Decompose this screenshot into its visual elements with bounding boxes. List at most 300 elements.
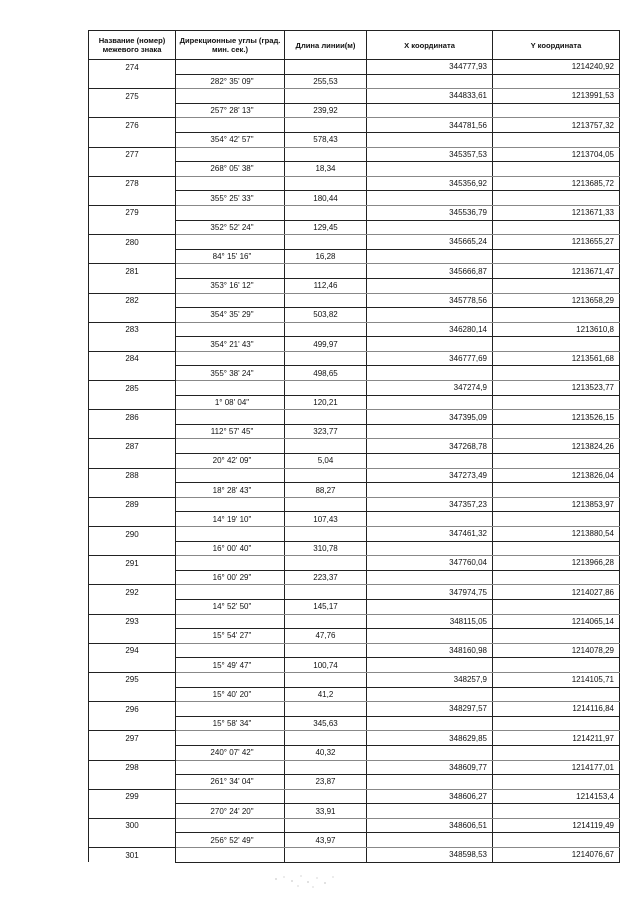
empty-cell [176, 89, 285, 104]
empty-cell [367, 512, 493, 527]
marker-name-cell: 299 [89, 789, 176, 804]
empty-cell [493, 512, 620, 527]
point-row [89, 235, 620, 250]
marker-name-cell: 301 [89, 848, 176, 863]
point-row [89, 731, 620, 746]
line-length-cell: 180,44 [285, 191, 367, 206]
segment-row [89, 454, 620, 469]
empty-cell [176, 205, 285, 220]
empty-cell [89, 833, 176, 848]
empty-cell [367, 162, 493, 177]
empty-cell [285, 264, 367, 279]
marker-name-cell: 297 [89, 731, 176, 746]
y-coordinate-cell: 1213523,77 [493, 381, 620, 396]
x-coordinate-cell: 347274,9 [367, 381, 493, 396]
point-row [89, 205, 620, 220]
empty-cell [89, 103, 176, 118]
line-length-cell: 323,77 [285, 424, 367, 439]
y-coordinate-cell: 1213610,8 [493, 322, 620, 337]
marker-name-cell: 294 [89, 643, 176, 658]
empty-cell [493, 716, 620, 731]
direction-angle-cell: 282° 35' 09" [176, 74, 285, 89]
empty-cell [89, 745, 176, 760]
empty-cell [89, 775, 176, 790]
point-row [89, 527, 620, 542]
x-coordinate-cell: 348606,51 [367, 818, 493, 833]
segment-row [89, 512, 620, 527]
empty-cell [367, 249, 493, 264]
direction-angle-cell: 268° 05' 38" [176, 162, 285, 177]
line-length-cell: 107,43 [285, 512, 367, 527]
y-coordinate-cell: 1214076,67 [493, 848, 620, 863]
segment-row [89, 745, 620, 760]
marker-name-cell: 277 [89, 147, 176, 162]
segment-row [89, 424, 620, 439]
empty-cell [285, 410, 367, 425]
empty-cell [176, 497, 285, 512]
segment-row [89, 337, 620, 352]
y-coordinate-cell: 1214105,71 [493, 672, 620, 687]
empty-cell [89, 424, 176, 439]
point-row [89, 760, 620, 775]
segment-row [89, 570, 620, 585]
y-coordinate-cell: 1213671,47 [493, 264, 620, 279]
direction-angle-cell: 15° 58' 34" [176, 716, 285, 731]
line-length-cell: 18,34 [285, 162, 367, 177]
empty-cell [89, 74, 176, 89]
empty-cell [285, 147, 367, 162]
marker-name-cell: 274 [89, 60, 176, 75]
line-length-cell: 310,78 [285, 541, 367, 556]
empty-cell [285, 89, 367, 104]
empty-cell [285, 527, 367, 542]
empty-cell [176, 702, 285, 717]
x-coordinate-cell: 347273,49 [367, 468, 493, 483]
empty-cell [367, 833, 493, 848]
empty-cell [176, 439, 285, 454]
table-header-row [89, 31, 620, 60]
y-coordinate-cell: 1213757,32 [493, 118, 620, 133]
direction-angle-cell: 20° 42' 09" [176, 454, 285, 469]
marker-name-cell: 298 [89, 760, 176, 775]
marker-name-cell: 283 [89, 322, 176, 337]
empty-cell [285, 731, 367, 746]
empty-cell [493, 278, 620, 293]
empty-cell [285, 60, 367, 75]
point-row [89, 672, 620, 687]
line-length-cell: 43,97 [285, 833, 367, 848]
empty-cell [285, 176, 367, 191]
header-marker-name: Название (номер) межевого знака [89, 31, 176, 60]
marker-name-cell: 293 [89, 614, 176, 629]
empty-cell [493, 74, 620, 89]
y-coordinate-cell: 1213561,68 [493, 351, 620, 366]
point-row [89, 264, 620, 279]
empty-cell [367, 220, 493, 235]
empty-cell [493, 745, 620, 760]
x-coordinate-cell: 345665,24 [367, 235, 493, 250]
empty-cell [493, 162, 620, 177]
empty-cell [367, 658, 493, 673]
empty-cell [89, 337, 176, 352]
x-coordinate-cell: 348115,05 [367, 614, 493, 629]
empty-cell [176, 176, 285, 191]
point-row [89, 60, 620, 75]
empty-cell [367, 775, 493, 790]
direction-angle-cell: 16° 00' 29" [176, 570, 285, 585]
empty-cell [285, 381, 367, 396]
empty-cell [89, 132, 176, 147]
empty-cell [176, 264, 285, 279]
direction-angle-cell: 18° 28' 43" [176, 483, 285, 498]
empty-cell [493, 658, 620, 673]
point-row [89, 147, 620, 162]
scan-noise-marks [270, 872, 340, 890]
empty-cell [176, 322, 285, 337]
marker-name-cell: 290 [89, 527, 176, 542]
line-length-cell: 120,21 [285, 395, 367, 410]
segment-row [89, 629, 620, 644]
empty-cell [493, 804, 620, 819]
empty-cell [493, 395, 620, 410]
direction-angle-cell: 355° 38' 24" [176, 366, 285, 381]
y-coordinate-cell: 1213704,05 [493, 147, 620, 162]
empty-cell [89, 162, 176, 177]
empty-cell [89, 454, 176, 469]
y-coordinate-cell: 1214153,4 [493, 789, 620, 804]
empty-cell [89, 599, 176, 614]
empty-cell [493, 775, 620, 790]
empty-cell [285, 497, 367, 512]
empty-cell [285, 672, 367, 687]
segment-row [89, 804, 620, 819]
line-length-cell: 47,76 [285, 629, 367, 644]
x-coordinate-cell: 347461,32 [367, 527, 493, 542]
point-row [89, 643, 620, 658]
x-coordinate-cell: 347974,75 [367, 585, 493, 600]
line-length-cell: 23,87 [285, 775, 367, 790]
segment-row [89, 775, 620, 790]
empty-cell [493, 132, 620, 147]
direction-angle-cell: 352° 52' 24" [176, 220, 285, 235]
empty-cell [493, 337, 620, 352]
empty-cell [176, 235, 285, 250]
empty-cell [89, 570, 176, 585]
empty-cell [89, 629, 176, 644]
point-row [89, 381, 620, 396]
x-coordinate-cell: 346777,69 [367, 351, 493, 366]
empty-cell [367, 541, 493, 556]
segment-row [89, 716, 620, 731]
point-row [89, 439, 620, 454]
empty-cell [367, 132, 493, 147]
direction-angle-cell: 84° 15' 16" [176, 249, 285, 264]
empty-cell [89, 249, 176, 264]
empty-cell [493, 483, 620, 498]
empty-cell [285, 614, 367, 629]
x-coordinate-cell: 348598,53 [367, 848, 493, 863]
empty-cell [89, 308, 176, 323]
segment-row [89, 541, 620, 556]
segment-row [89, 162, 620, 177]
empty-cell [89, 395, 176, 410]
x-coordinate-cell: 346280,14 [367, 322, 493, 337]
segment-row [89, 132, 620, 147]
x-coordinate-cell: 345666,87 [367, 264, 493, 279]
y-coordinate-cell: 1213853,97 [493, 497, 620, 512]
point-row [89, 614, 620, 629]
marker-name-cell: 276 [89, 118, 176, 133]
point-row [89, 293, 620, 308]
direction-angle-cell: 354° 42' 57" [176, 132, 285, 147]
line-length-cell: 100,74 [285, 658, 367, 673]
line-length-cell: 112,46 [285, 278, 367, 293]
x-coordinate-cell: 348606,27 [367, 789, 493, 804]
point-row [89, 702, 620, 717]
marker-name-cell: 275 [89, 89, 176, 104]
y-coordinate-cell: 1213655,27 [493, 235, 620, 250]
x-coordinate-cell: 348629,85 [367, 731, 493, 746]
empty-cell [285, 643, 367, 658]
empty-cell [285, 818, 367, 833]
empty-cell [493, 249, 620, 264]
empty-cell [176, 527, 285, 542]
line-length-cell: 503,82 [285, 308, 367, 323]
y-coordinate-cell: 1214078,29 [493, 643, 620, 658]
y-coordinate-cell: 1214177,01 [493, 760, 620, 775]
empty-cell [493, 308, 620, 323]
line-length-cell: 498,65 [285, 366, 367, 381]
empty-cell [176, 410, 285, 425]
y-coordinate-cell: 1213824,26 [493, 439, 620, 454]
x-coordinate-cell: 347357,23 [367, 497, 493, 512]
empty-cell [89, 658, 176, 673]
segment-row [89, 395, 620, 410]
empty-cell [176, 556, 285, 571]
empty-cell [367, 308, 493, 323]
marker-name-cell: 281 [89, 264, 176, 279]
empty-cell [89, 191, 176, 206]
empty-cell [176, 60, 285, 75]
empty-cell [493, 570, 620, 585]
empty-cell [285, 118, 367, 133]
point-row [89, 497, 620, 512]
empty-cell [367, 395, 493, 410]
marker-name-cell: 280 [89, 235, 176, 250]
line-length-cell: 5,04 [285, 454, 367, 469]
empty-cell [285, 439, 367, 454]
empty-cell [367, 191, 493, 206]
segment-row [89, 833, 620, 848]
empty-cell [367, 74, 493, 89]
empty-cell [176, 672, 285, 687]
direction-angle-cell: 14° 19' 10" [176, 512, 285, 527]
empty-cell [176, 760, 285, 775]
empty-cell [176, 147, 285, 162]
y-coordinate-cell: 1213880,54 [493, 527, 620, 542]
direction-angle-cell: 353° 16' 12" [176, 278, 285, 293]
direction-angle-cell: 15° 49' 47" [176, 658, 285, 673]
empty-cell [367, 424, 493, 439]
empty-cell [493, 424, 620, 439]
segment-row [89, 278, 620, 293]
y-coordinate-cell: 1214211,97 [493, 731, 620, 746]
line-length-cell: 16,28 [285, 249, 367, 264]
y-coordinate-cell: 1214027,86 [493, 585, 620, 600]
empty-cell [89, 366, 176, 381]
x-coordinate-cell: 347395,09 [367, 410, 493, 425]
x-coordinate-cell: 347268,78 [367, 439, 493, 454]
empty-cell [367, 278, 493, 293]
direction-angle-cell: 354° 21' 43" [176, 337, 285, 352]
empty-cell [176, 818, 285, 833]
empty-cell [367, 629, 493, 644]
header-line-length: Длина линии(м) [285, 31, 367, 60]
empty-cell [367, 804, 493, 819]
x-coordinate-cell: 345357,53 [367, 147, 493, 162]
empty-cell [493, 220, 620, 235]
line-length-cell: 499,97 [285, 337, 367, 352]
empty-cell [285, 585, 367, 600]
y-coordinate-cell: 1213826,04 [493, 468, 620, 483]
empty-cell [367, 599, 493, 614]
x-coordinate-cell: 348160,98 [367, 643, 493, 658]
marker-name-cell: 291 [89, 556, 176, 571]
empty-cell [285, 468, 367, 483]
header-direction-angle: Дирекционные углы (град. мин. сек.) [176, 31, 285, 60]
segment-row [89, 103, 620, 118]
empty-cell [89, 220, 176, 235]
line-length-cell: 223,37 [285, 570, 367, 585]
point-row [89, 848, 620, 863]
empty-cell [176, 848, 285, 863]
direction-angle-cell: 270° 24' 20" [176, 804, 285, 819]
point-row [89, 818, 620, 833]
marker-name-cell: 289 [89, 497, 176, 512]
x-coordinate-cell: 345778,56 [367, 293, 493, 308]
point-row [89, 585, 620, 600]
line-length-cell: 145,17 [285, 599, 367, 614]
point-row [89, 118, 620, 133]
direction-angle-cell: 16° 00' 40" [176, 541, 285, 556]
y-coordinate-cell: 1214116,84 [493, 702, 620, 717]
x-coordinate-cell: 344781,56 [367, 118, 493, 133]
empty-cell [89, 716, 176, 731]
empty-cell [493, 833, 620, 848]
empty-cell [367, 483, 493, 498]
empty-cell [493, 103, 620, 118]
direction-angle-cell: 14° 52' 50" [176, 599, 285, 614]
line-length-cell: 33,91 [285, 804, 367, 819]
point-row [89, 176, 620, 191]
header-x-coordinate: X координата [367, 31, 493, 60]
empty-cell [367, 745, 493, 760]
marker-name-cell: 296 [89, 702, 176, 717]
point-row [89, 322, 620, 337]
empty-cell [285, 848, 367, 863]
empty-cell [285, 702, 367, 717]
empty-cell [493, 541, 620, 556]
line-length-cell: 40,32 [285, 745, 367, 760]
empty-cell [176, 614, 285, 629]
direction-angle-cell: 354° 35' 29" [176, 308, 285, 323]
marker-name-cell: 278 [89, 176, 176, 191]
marker-name-cell: 285 [89, 381, 176, 396]
direction-angle-cell: 355° 25' 33" [176, 191, 285, 206]
empty-cell [176, 293, 285, 308]
empty-cell [89, 804, 176, 819]
empty-cell [176, 351, 285, 366]
line-length-cell: 129,45 [285, 220, 367, 235]
x-coordinate-cell: 345536,79 [367, 205, 493, 220]
empty-cell [493, 191, 620, 206]
y-coordinate-cell: 1214065,14 [493, 614, 620, 629]
y-coordinate-cell: 1214240,92 [493, 60, 620, 75]
table-body [89, 60, 620, 863]
segment-row [89, 220, 620, 235]
segment-row [89, 599, 620, 614]
segment-row [89, 658, 620, 673]
line-length-cell: 88,27 [285, 483, 367, 498]
line-length-cell: 345,63 [285, 716, 367, 731]
point-row [89, 556, 620, 571]
marker-name-cell: 300 [89, 818, 176, 833]
segment-row [89, 366, 620, 381]
direction-angle-cell: 240° 07' 42" [176, 745, 285, 760]
marker-name-cell: 287 [89, 439, 176, 454]
point-row [89, 89, 620, 104]
empty-cell [176, 468, 285, 483]
y-coordinate-cell: 1214119,49 [493, 818, 620, 833]
empty-cell [285, 351, 367, 366]
segment-row [89, 308, 620, 323]
segment-row [89, 687, 620, 702]
empty-cell [176, 643, 285, 658]
direction-angle-cell: 15° 40' 20" [176, 687, 285, 702]
empty-cell [367, 103, 493, 118]
y-coordinate-cell: 1213991,53 [493, 89, 620, 104]
marker-name-cell: 282 [89, 293, 176, 308]
empty-cell [493, 366, 620, 381]
x-coordinate-cell: 345356,92 [367, 176, 493, 191]
empty-cell [367, 366, 493, 381]
empty-cell [176, 381, 285, 396]
point-row [89, 789, 620, 804]
direction-angle-cell: 15° 54' 27" [176, 629, 285, 644]
empty-cell [493, 454, 620, 469]
empty-cell [89, 512, 176, 527]
empty-cell [285, 789, 367, 804]
empty-cell [176, 731, 285, 746]
direction-angle-cell: 1° 08' 04" [176, 395, 285, 410]
empty-cell [493, 687, 620, 702]
empty-cell [176, 118, 285, 133]
empty-cell [367, 454, 493, 469]
marker-name-cell: 288 [89, 468, 176, 483]
empty-cell [493, 599, 620, 614]
marker-name-cell: 286 [89, 410, 176, 425]
marker-name-cell: 295 [89, 672, 176, 687]
point-row [89, 410, 620, 425]
y-coordinate-cell: 1213685,72 [493, 176, 620, 191]
segment-row [89, 249, 620, 264]
empty-cell [285, 556, 367, 571]
segment-row [89, 191, 620, 206]
marker-name-cell: 284 [89, 351, 176, 366]
marker-name-cell: 292 [89, 585, 176, 600]
x-coordinate-cell: 344777,93 [367, 60, 493, 75]
y-coordinate-cell: 1213658,29 [493, 293, 620, 308]
